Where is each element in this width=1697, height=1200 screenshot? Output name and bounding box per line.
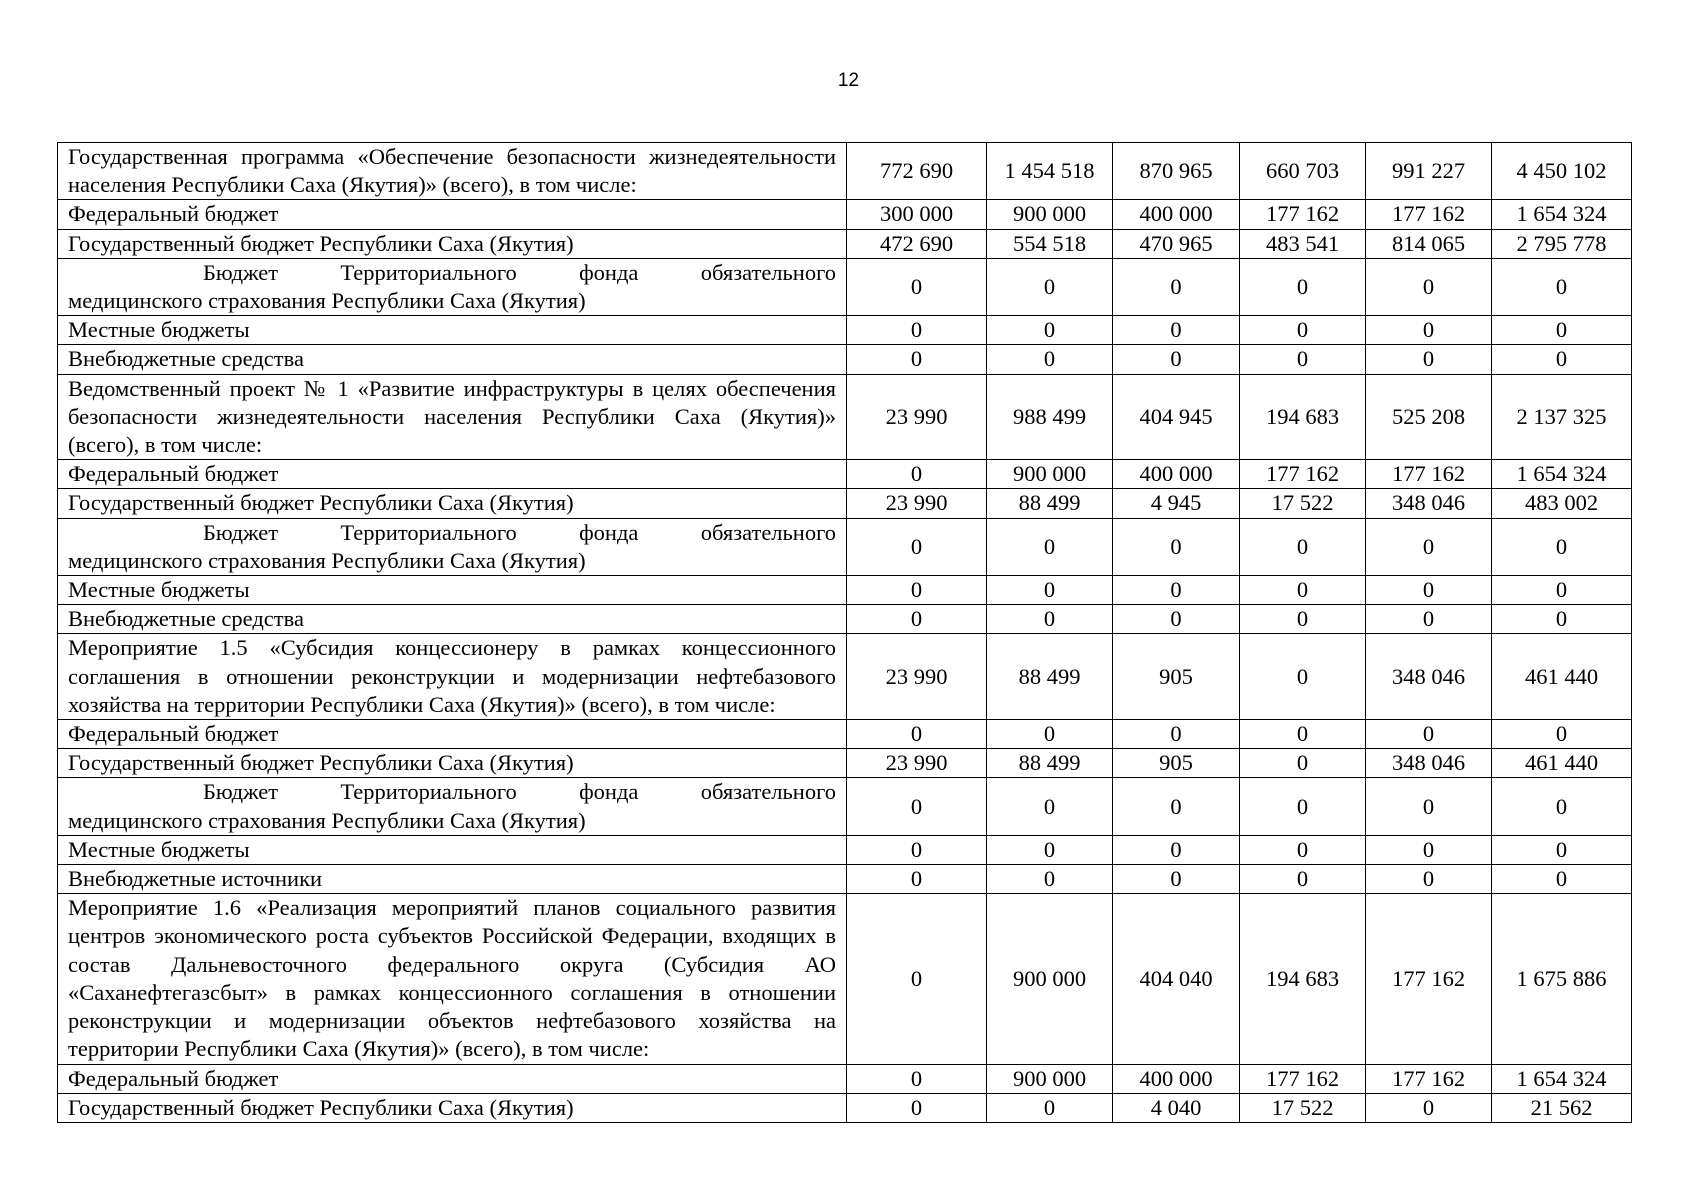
table-row-budget-source — [58, 749, 1632, 778]
value-cell: 0 — [847, 778, 987, 835]
value-cell: 870 965 — [1113, 143, 1240, 200]
value-cell: 177 162 — [1240, 200, 1366, 229]
value-cell: 0 — [987, 518, 1113, 575]
budget-source-line-1: Бюджет Территориального фонда обязательного — [203, 779, 836, 805]
value-cell: 23 990 — [847, 374, 987, 460]
value-cell: 772 690 — [847, 143, 987, 200]
value-cell: 0 — [1492, 835, 1632, 864]
budget-source-line-2: медицинского страхования Республики Саха (Якутия) — [68, 547, 586, 573]
value-cell: 472 690 — [847, 229, 987, 258]
value-cell: 554 518 — [987, 229, 1113, 258]
value-cell: 0 — [847, 835, 987, 864]
program-title-cell: Мероприятие 1.5 «Субсидия концессионеру в рамках концессионного соглашения в отношении реконструкции и модернизации нефтебазового хозяйства на территории Республики Саха (Якутия)» (всего), в том числе: — [58, 634, 847, 720]
value-cell: 400 000 — [1113, 1064, 1240, 1093]
value-cell: 0 — [1366, 576, 1492, 605]
value-cell: 0 — [847, 576, 987, 605]
value-cell: 0 — [1240, 865, 1366, 894]
value-cell: 0 — [1240, 316, 1366, 345]
table-row-budget-source — [58, 1064, 1632, 1093]
budget-source-line-1: Бюджет Территориального фонда обязательного — [203, 519, 836, 545]
value-cell: 0 — [1113, 316, 1240, 345]
value-cell: 0 — [1240, 258, 1366, 315]
value-cell: 900 000 — [987, 1064, 1113, 1093]
value-cell: 660 703 — [1240, 143, 1366, 200]
table-row-budget-source — [58, 345, 1632, 374]
value-cell: 1 675 886 — [1492, 894, 1632, 1064]
value-cell: 23 990 — [847, 749, 987, 778]
value-cell: 0 — [1113, 835, 1240, 864]
value-cell: 1 654 324 — [1492, 460, 1632, 489]
value-cell: 0 — [1492, 316, 1632, 345]
value-cell: 905 — [1113, 634, 1240, 720]
budget-source-cell — [58, 258, 847, 315]
value-cell: 0 — [1366, 1093, 1492, 1122]
value-cell: 0 — [847, 460, 987, 489]
table-row-program — [58, 374, 1632, 460]
table-row-budget-source — [58, 316, 1632, 345]
value-cell: 177 162 — [1366, 460, 1492, 489]
value-cell: 400 000 — [1113, 460, 1240, 489]
value-cell: 900 000 — [987, 894, 1113, 1064]
value-cell: 0 — [987, 835, 1113, 864]
value-cell: 483 541 — [1240, 229, 1366, 258]
budget-source-cell: Внебюджетные средства — [58, 605, 847, 634]
value-cell: 0 — [1240, 749, 1366, 778]
value-cell: 177 162 — [1240, 460, 1366, 489]
value-cell: 0 — [1240, 605, 1366, 634]
budget-source-cell: Федеральный бюджет — [58, 720, 847, 749]
budget-source-cell — [58, 778, 847, 835]
value-cell: 905 — [1113, 749, 1240, 778]
value-cell: 0 — [1240, 345, 1366, 374]
value-cell: 0 — [987, 1093, 1113, 1122]
value-cell: 470 965 — [1113, 229, 1240, 258]
value-cell: 348 046 — [1366, 749, 1492, 778]
value-cell: 0 — [847, 865, 987, 894]
value-cell: 991 227 — [1366, 143, 1492, 200]
value-cell: 0 — [987, 778, 1113, 835]
budget-source-cell — [58, 518, 847, 575]
table-row-budget-source — [58, 229, 1632, 258]
value-cell: 404 945 — [1113, 374, 1240, 460]
value-cell: 0 — [847, 345, 987, 374]
value-cell: 0 — [1492, 865, 1632, 894]
value-cell: 0 — [1113, 258, 1240, 315]
table-row-budget-source — [58, 1093, 1632, 1122]
value-cell: 0 — [1113, 865, 1240, 894]
value-cell: 21 562 — [1492, 1093, 1632, 1122]
value-cell: 0 — [987, 605, 1113, 634]
value-cell: 23 990 — [847, 489, 987, 518]
value-cell: 0 — [1366, 316, 1492, 345]
value-cell: 0 — [847, 894, 987, 1064]
value-cell: 0 — [987, 865, 1113, 894]
value-cell: 0 — [1366, 835, 1492, 864]
value-cell: 0 — [847, 258, 987, 315]
value-cell: 814 065 — [1366, 229, 1492, 258]
value-cell: 177 162 — [1240, 1064, 1366, 1093]
budget-source-line-2: медицинского страхования Республики Саха (Якутия) — [68, 288, 586, 314]
value-cell: 0 — [1240, 634, 1366, 720]
table-row-budget-source — [58, 835, 1632, 864]
value-cell: 177 162 — [1366, 894, 1492, 1064]
table-row-program — [58, 143, 1632, 200]
budget-source-cell: Федеральный бюджет — [58, 460, 847, 489]
value-cell: 0 — [987, 345, 1113, 374]
value-cell: 0 — [1113, 605, 1240, 634]
value-cell: 2 795 778 — [1492, 229, 1632, 258]
value-cell: 0 — [1366, 865, 1492, 894]
value-cell: 194 683 — [1240, 374, 1366, 460]
value-cell: 0 — [847, 316, 987, 345]
value-cell: 194 683 — [1240, 894, 1366, 1064]
value-cell: 88 499 — [987, 489, 1113, 518]
program-title-cell: Ведомственный проект № 1 «Развитие инфраструктуры в целях обеспечения безопасности жизнедеятельности населения Республики Саха (Якутия)» (всего), в том числе: — [58, 374, 847, 460]
table-row-budget-source — [58, 778, 1632, 835]
budget-source-cell: Внебюджетные источники — [58, 865, 847, 894]
value-cell: 4 945 — [1113, 489, 1240, 518]
value-cell: 88 499 — [987, 634, 1113, 720]
value-cell: 1 454 518 — [987, 143, 1113, 200]
value-cell: 0 — [1113, 576, 1240, 605]
value-cell: 0 — [1240, 576, 1366, 605]
value-cell: 23 990 — [847, 634, 987, 720]
value-cell: 300 000 — [847, 200, 987, 229]
value-cell: 404 040 — [1113, 894, 1240, 1064]
value-cell: 348 046 — [1366, 634, 1492, 720]
value-cell: 0 — [847, 1093, 987, 1122]
budget-source-line-2: медицинского страхования Республики Саха (Якутия) — [68, 807, 586, 833]
budget-source-cell: Местные бюджеты — [58, 316, 847, 345]
table-row-budget-source — [58, 576, 1632, 605]
budget-source-cell: Внебюджетные средства — [58, 345, 847, 374]
program-title-cell: Государственная программа «Обеспечение безопасности жизнедеятельности населения Республики Саха (Якутия)» (всего), в том числе: — [58, 143, 847, 200]
budget-source-cell: Федеральный бюджет — [58, 1064, 847, 1093]
table-row-program — [58, 894, 1632, 1064]
value-cell: 177 162 — [1366, 1064, 1492, 1093]
value-cell: 900 000 — [987, 460, 1113, 489]
value-cell: 0 — [847, 605, 987, 634]
program-title-cell: Мероприятие 1.6 «Реализация мероприятий планов социального развития центров экономического роста субъектов Российской Федерации, входящих в состав Дальневосточного федерального округа (Субсидия АО «Саханефтегазсбыт» в рамках концессионного соглашения в отношении реконструкции и модернизации объектов нефтебазового хозяйства на территории Республики Саха (Якутия)» (всего), в том числе: — [58, 894, 847, 1064]
value-cell: 0 — [847, 720, 987, 749]
table-row-budget-source — [58, 200, 1632, 229]
value-cell: 0 — [1492, 518, 1632, 575]
value-cell: 2 137 325 — [1492, 374, 1632, 460]
budget-source-cell: Государственный бюджет Республики Саха (Якутия) — [58, 749, 847, 778]
value-cell: 348 046 — [1366, 489, 1492, 518]
budget-source-cell: Государственный бюджет Республики Саха (Якутия) — [58, 229, 847, 258]
value-cell: 0 — [1113, 518, 1240, 575]
budget-source-cell: Местные бюджеты — [58, 835, 847, 864]
value-cell: 0 — [1240, 720, 1366, 749]
value-cell: 0 — [1366, 258, 1492, 315]
value-cell: 0 — [1240, 835, 1366, 864]
value-cell: 483 002 — [1492, 489, 1632, 518]
value-cell: 0 — [847, 518, 987, 575]
value-cell: 461 440 — [1492, 749, 1632, 778]
value-cell: 0 — [987, 316, 1113, 345]
value-cell: 0 — [1492, 778, 1632, 835]
value-cell: 177 162 — [1366, 200, 1492, 229]
value-cell: 400 000 — [1113, 200, 1240, 229]
table-row-budget-source — [58, 258, 1632, 315]
budget-source-cell: Государственный бюджет Республики Саха (Якутия) — [58, 1093, 847, 1122]
value-cell: 0 — [1492, 258, 1632, 315]
table-row-budget-source — [58, 605, 1632, 634]
value-cell: 0 — [1492, 605, 1632, 634]
value-cell: 17 522 — [1240, 1093, 1366, 1122]
budget-source-cell: Федеральный бюджет — [58, 200, 847, 229]
value-cell: 0 — [1113, 720, 1240, 749]
table-row-budget-source — [58, 865, 1632, 894]
table-row-budget-source — [58, 489, 1632, 518]
value-cell: 525 208 — [1366, 374, 1492, 460]
value-cell: 0 — [987, 576, 1113, 605]
value-cell: 0 — [1492, 720, 1632, 749]
value-cell: 0 — [1113, 345, 1240, 374]
value-cell: 1 654 324 — [1492, 1064, 1632, 1093]
value-cell: 0 — [1366, 720, 1492, 749]
value-cell: 0 — [1366, 778, 1492, 835]
value-cell: 988 499 — [987, 374, 1113, 460]
value-cell: 0 — [1240, 778, 1366, 835]
value-cell: 4 450 102 — [1492, 143, 1632, 200]
budget-source-cell: Государственный бюджет Республики Саха (Якутия) — [58, 489, 847, 518]
value-cell: 17 522 — [1240, 489, 1366, 518]
value-cell: 0 — [1492, 345, 1632, 374]
page-number: 12 — [837, 70, 860, 91]
value-cell: 0 — [1366, 605, 1492, 634]
value-cell: 1 654 324 — [1492, 200, 1632, 229]
value-cell: 900 000 — [987, 200, 1113, 229]
budget-source-cell: Местные бюджеты — [58, 576, 847, 605]
table-row-budget-source — [58, 460, 1632, 489]
value-cell: 4 040 — [1113, 1093, 1240, 1122]
value-cell: 0 — [1492, 576, 1632, 605]
value-cell: 0 — [987, 720, 1113, 749]
budget-source-line-1: Бюджет Территориального фонда обязательного — [203, 259, 836, 285]
value-cell: 0 — [1113, 778, 1240, 835]
value-cell: 88 499 — [987, 749, 1113, 778]
value-cell: 461 440 — [1492, 634, 1632, 720]
budget-table — [57, 142, 1632, 1123]
value-cell: 0 — [1240, 518, 1366, 575]
table-row-program — [58, 634, 1632, 720]
value-cell: 0 — [847, 1064, 987, 1093]
value-cell: 0 — [987, 258, 1113, 315]
value-cell: 0 — [1366, 518, 1492, 575]
table-row-budget-source — [58, 720, 1632, 749]
value-cell: 0 — [1366, 345, 1492, 374]
table-row-budget-source — [58, 518, 1632, 575]
budget-table-body — [58, 143, 1632, 1123]
